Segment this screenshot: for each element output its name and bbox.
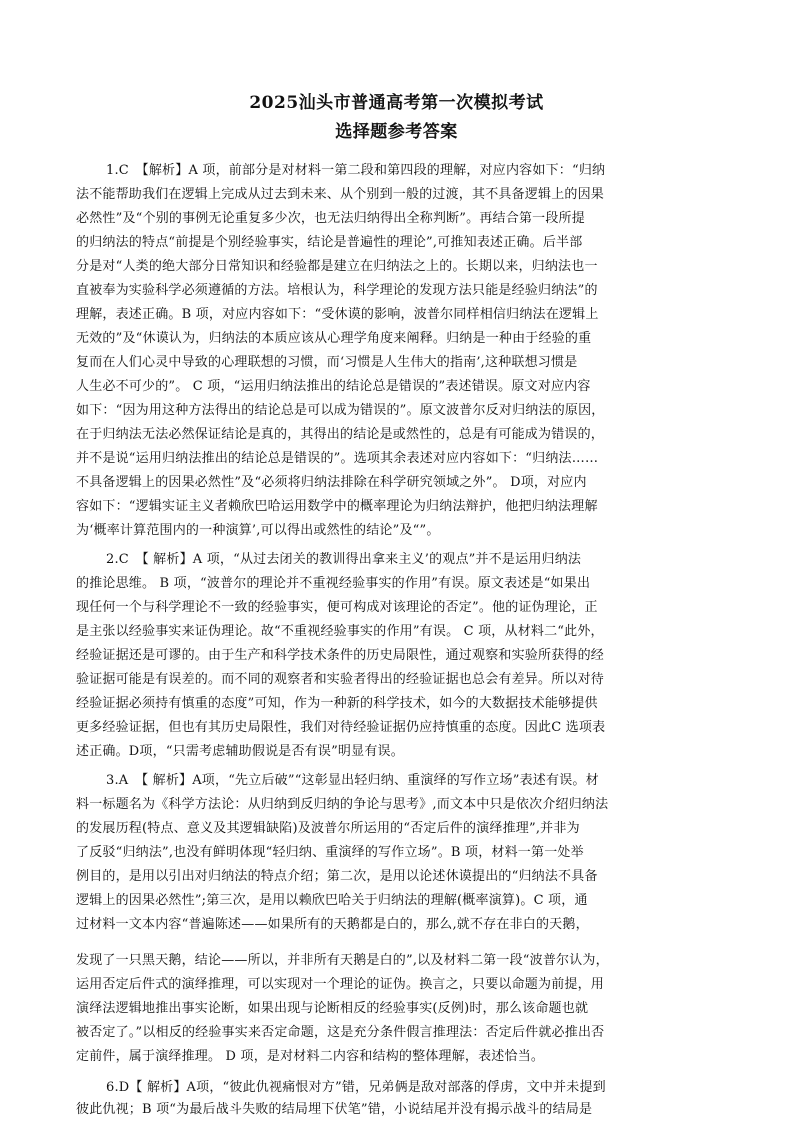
answer-1-line: 在于归纳法无法必然保证结论是真的，其得出的结论是或然性的，总是有可能成为错误的， (76, 427, 605, 442)
answer-6-line: 彼此仇视；B 项“为最后战斗失败的结局埋下伏笔”错，小说结尾并没有揭示战斗的结局是 (76, 1102, 593, 1117)
answer-1-line: 理解，表述正确。B 项，对应内容如下：“受休谟的影响，波普尔同样相信归纳法在逻辑上 (76, 307, 599, 322)
answer-3-line: 了反驳“归纳法”,也没有鲜明体现“轻归纳、重演绎的写作立场”。B 项，材料一第一处举 (76, 845, 584, 860)
answer-1-line: 并不是说“运用归纳法推出的结论总是错误的”。选项其余表述对应内容如下：“归纳法…… (76, 451, 599, 466)
page-subtitle: 选择题参考答案 (335, 122, 458, 142)
answer-3-line: 定前件，属于演绎推理。 D 项，是对材料二内容和结构的整体理解，表述恰当。 (76, 1049, 545, 1064)
answer-1-line: 复而在人们心灵中导致的心理联想的习惯，而‘习惯是人生伟大的指南’,这种联想习惯是 (76, 355, 578, 370)
answer-1-line: 容如下：“逻辑实证主义者赖欣巴哈运用数学中的概率理论为归纳法辩护，他把归纳法理解 (76, 499, 598, 514)
page-title: 2025汕头市普通高考第一次模拟考试 (249, 93, 544, 113)
answer-2-line: 2.C 【 解析】A 项，“从过去闭关的教训得出拿来主义’的观点”并不是运用归纳法 (106, 552, 582, 567)
answer-1-line: 不具备逻辑上的因果必然性”及“必须将归纳法排除在科学研究领域之外”。 D项，对应内 (76, 475, 587, 490)
answer-1-line: 1.C 【解析】A 项，前部分是对材料一第二段和第四段的理解，对应内容如下：“归纳 (106, 163, 606, 178)
answer-3-line: 过材料一文本内容“普遍陈述——如果所有的天鹅都是白的，那么,就不存在非白的天鹅， (76, 917, 589, 932)
answer-3-line: 逻辑上的因果必然性”;第三次，是用以赖欣巴哈关于归纳法的理解(概率演算)。C 项，通 (76, 893, 588, 908)
answer-1-line: 人生必不可少的”。 C 项，“运用归纳法推出的结论总是错误的”表述错误。原文对应内容 (76, 379, 591, 394)
answer-1-line: 分是对“人类的绝大部分日常知识和经验都是建立在归纳法之上的。长期以来，归纳法也一 (76, 259, 598, 274)
answer-3-line: 料一标题名为《科学方法论：从归纳到反归纳的争论与思考》,而文本中只是依次介绍归纳法 (76, 797, 609, 812)
answer-1-line: 的归纳法的特点“前提是个别经验事实，结论是普遍性的理论”,可推知表述正确。后半部 (76, 235, 583, 250)
answer-3-line: 演绎法逻辑地推出事实论断，如果出现与论断相反的经验事实(反例)时，那么该命题也就 (76, 1001, 589, 1016)
answer-2-line: 验证据可能是有误差的。而不同的观察者和实验者得出的经验证据也总会有差异。所以对待 (76, 672, 605, 687)
answer-1-line: 法不能帮助我们在逻辑上完成从过去到未来、从个别到一般的过渡，其不具备逻辑上的因果 (76, 187, 605, 202)
answer-1-line: 无效的”及“休谟认为，归纳法的本质应该从心理学角度来阐释。归纳是一种由于经验的重 (76, 331, 592, 346)
answer-2-line: 经验证据还是可谬的。由于生产和科学技术条件的历史局限性，通过观察和实验所获得的经 (76, 648, 605, 663)
answer-3-line: 被否定了。”以相反的经验事实来否定命题，这是充分条件假言推理法：否定后件就必推出否 (76, 1025, 605, 1040)
answer-3-line: 的发展历程(特点、意义及其逻辑缺陷)及波普尔所运用的“否定后件的演绎推理”,并非为 (76, 821, 580, 836)
answer-2-line: 现任何一个与科学理论不一致的经验事实，便可构成对该理论的否定”。他的证伪理论，正 (76, 600, 598, 615)
answer-2-line: 述正确。D项，“只需考虑辅助假说是否有误”明显有误。 (76, 744, 404, 759)
answer-1-line: 必然性”及“个别的事例无论重复多少次，也无法归纳得出全称判断”。再结合第一段所提 (76, 211, 585, 226)
answer-2-line: 是主张以经验事实来证伪理论。故“不重视经验事实的作用”有误。 C 项，从材料二“此外， (76, 624, 604, 639)
answer-2-line: 经验证据必须持有慎重的态度”可知，作为一种新的科学技术，如今的大数据技术能够提供 (76, 696, 598, 711)
answer-1-line: 如下：“因为用这种方法得出的结论总是可以成为错误的”。原文波普尔反对归纳法的原因， (76, 403, 605, 418)
answer-3-line: 3.A 【 解析】A项，“先立后破”“这彰显出轻归纳、重演绎的写作立场”表述有误。材 (106, 773, 599, 788)
answer-3-line: 运用否定后件式的演绎推理，可以实现对一个理论的证伪。换言之，只要以命题为前提，用 (76, 977, 605, 992)
answer-2-line: 的推论思维。 B 项，“波普尔的理论并不重视经验事实的作用”有误。原文表述是“如果出 (76, 576, 591, 591)
answer-2-line: 更多经验证据，但也有其历史局限性，我们对待经验证据仍应持慎重的态度。因此C 选项表 (76, 720, 606, 735)
answer-1-line: 直被奉为实验科学必须遵循的方法。培根认为，科学理论的发现方法只能是经验归纳法”的 (76, 283, 598, 298)
answer-3-line: 例目的，是用以引出对归纳法的特点介绍；第二次，是用以论述休谟提出的“归纳法不具备 (76, 869, 598, 884)
answer-3-line: 发现了一只黑天鹅，结论——所以，并非所有天鹅是白的”,以及材料二第一段“波普尔认为， (76, 953, 609, 968)
answer-1-line: 为‘概率计算范围内的一种演算’,可以得出或然性的结论”及“”。 (76, 523, 440, 538)
answer-6-line: 6.D【 解析】A项，“彼此仇视痛恨对方”错，兄弟俩是敌对部落的俘虏，文中并未提到 (106, 1080, 606, 1095)
